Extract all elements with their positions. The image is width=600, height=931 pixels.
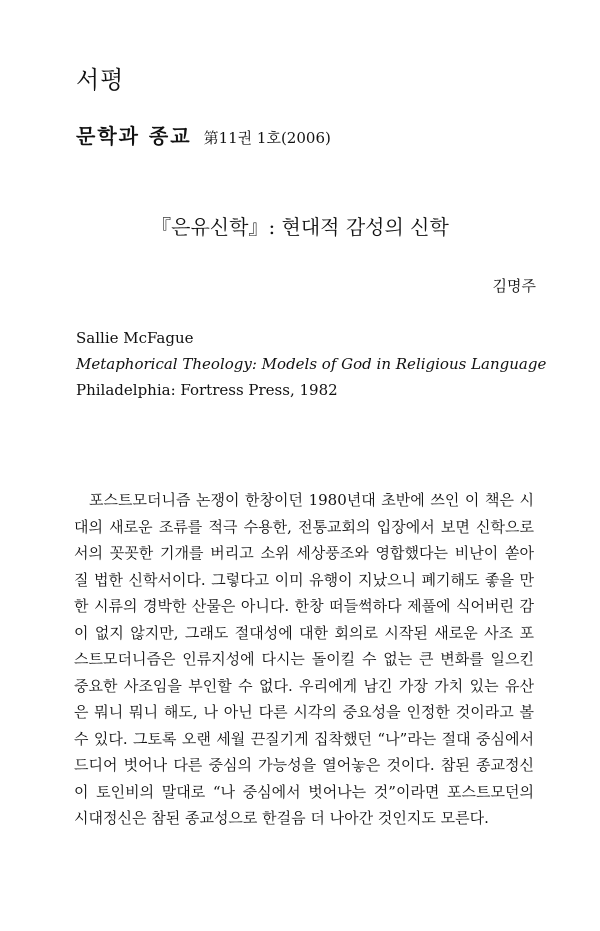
body-line: 질 법한 신학서이다. 그렇다고 이미 유행이 지났으니 폐기해도 좋을 만	[74, 570, 534, 589]
journal-issue: 第11권 1호(2006)	[203, 129, 331, 147]
book-author: Sallie McFague	[76, 329, 194, 347]
book-publication: Philadelphia: Fortress Press, 1982	[76, 381, 338, 399]
body-line: 드디어 벗어나 다른 중심의 가능성을 열어놓은 것이다. 참된 종교정신	[74, 756, 534, 774]
body-line: 이 토인비의 말대로 “나 중심에서 벗어나는 것”이라면 포스트모던의	[74, 782, 534, 801]
body-line: 포스트모더니즘 논쟁이 한창이던 1980년대 초반에 쓰인 이 책은 시	[89, 491, 534, 509]
journal-name: 문학과 종교	[76, 124, 192, 148]
body-line: 시대정신은 참된 종교성으로 한걸음 더 나아간 것인지도 모른다.	[74, 809, 489, 827]
body-paragraph	[74, 487, 534, 832]
body-line: 이 없지 않지만, 그래도 절대성에 대한 회의로 시작된 새로운 사조 포	[74, 623, 534, 642]
body-line: 수 있다. 그토록 오랜 세월 끈질기게 집착했던 “나”라는 절대 중심에서	[74, 729, 534, 748]
section-label: 서평	[76, 66, 125, 94]
book-citation	[76, 325, 546, 403]
article-title: 『은유신학』: 현대적 감성의 신학	[151, 215, 449, 239]
body-line: 은 뭐니 뭐니 해도, 나 아닌 다른 시각의 중요성을 인정한 것이라고 볼	[74, 703, 534, 721]
body-line: 서의 꼿꼿한 기개를 버리고 소위 세상풍조와 영합했다는 비난이 쏟아	[74, 544, 534, 562]
body-line: 대의 새로운 조류를 적극 수용한, 전통교회의 입장에서 보면 신학으로	[74, 517, 534, 536]
body-line: 중요한 사조임을 부인할 수 없다. 우리에게 남긴 가장 가치 있는 유산	[74, 676, 534, 695]
journal-line	[76, 120, 331, 149]
book-title: Metaphorical Theology: Models of God in Religious Language	[76, 355, 547, 373]
article-author: 김명주	[492, 277, 536, 295]
body-line: 스트모더니즘은 인류지성에 다시는 돌이킬 수 없는 큰 변화를 일으킨	[74, 650, 534, 668]
body-line: 한 시류의 경박한 산물은 아니다. 한창 떠들썩하다 제풀에 식어버린 감	[74, 597, 534, 615]
